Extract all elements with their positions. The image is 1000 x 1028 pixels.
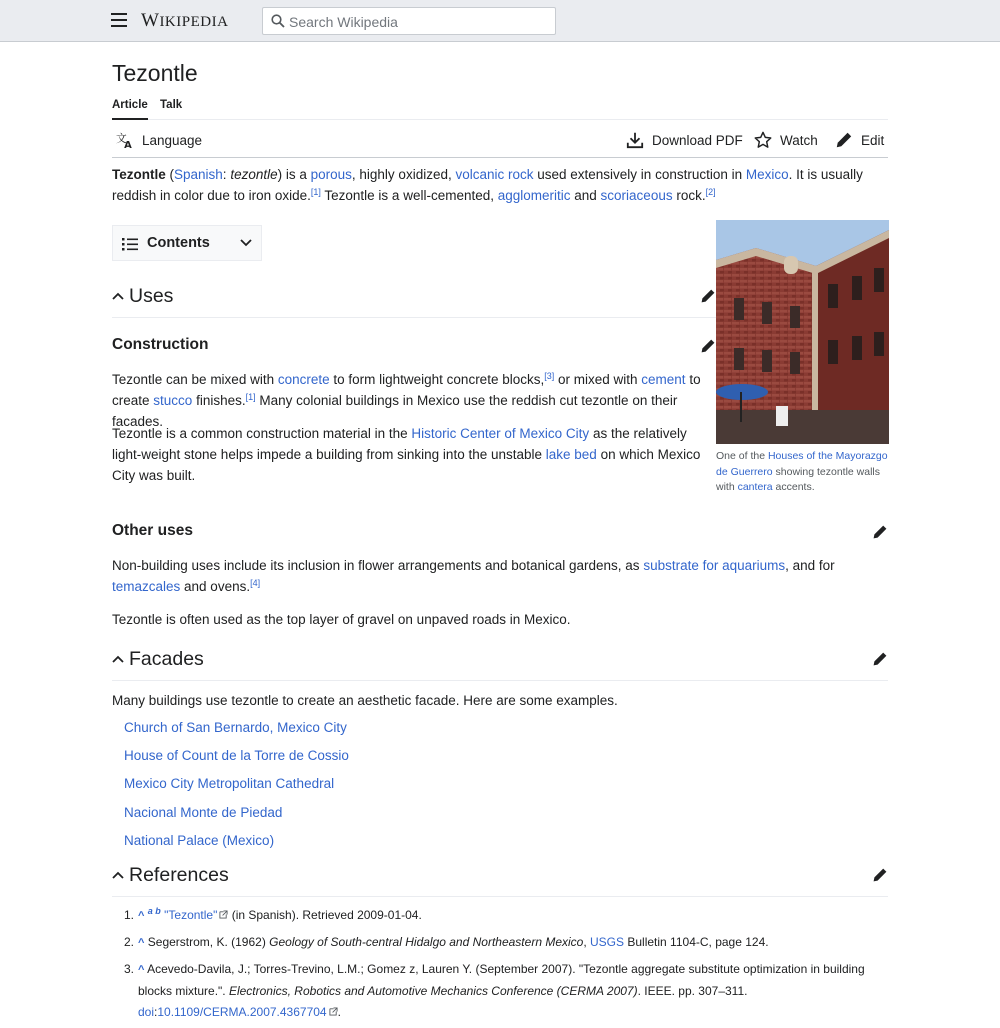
link-usgs[interactable]: USGS [590,935,625,949]
list-item [124,718,349,746]
svg-text:文: 文 [116,131,127,145]
construction-paragraph-1: Tezontle can be mixed with concrete to form lightweight concrete blocks,[3] or mixed with cement to create stucco finishes.[1] Many colonial buildings in Mexico use the reddish cut tezontle on their facades. [112,371,701,429]
link-houses-mayorazgo[interactable]: Houses of the Mayorazgo de Guerrero [716,450,888,478]
construction-paragraph-2: Tezontle is a common construction material in the Historic Center of Mexico City as the relatively light-weight stone helps impede a building from sinking into the unstable lake bed on which Mexico City was built. [112,426,701,483]
list-item [124,746,349,774]
list-item [124,803,349,831]
reference-item: 2. ^ Segerstrom, K. (1962) Geology of South-central Hidalgo and Northeastern Mexico, USGS Bulletin 1104-C, page 124. [124,935,769,949]
star-icon [754,131,772,149]
link-cement[interactable]: cement [641,372,686,387]
page-toolbar [112,120,888,158]
backlinks-ab[interactable]: a b [147,906,161,916]
page-title: Tezontle [112,60,198,86]
edit-section-references-icon[interactable] [872,867,888,883]
link-porous[interactable]: porous [310,167,352,182]
citation-2[interactable]: [2] [705,187,716,197]
citation-3[interactable]: [3] [544,371,555,381]
pencil-icon [835,131,853,149]
link-temazcales[interactable]: temazcales [112,579,181,594]
subheading-construction: Construction [112,336,209,353]
citation-4[interactable]: [4] [250,578,261,588]
svg-text:A: A [124,140,132,149]
link-volcanic-rock[interactable]: volcanic rock [455,167,534,182]
heading-text: Facades [129,648,204,670]
backlink-caret[interactable]: ^ [138,964,145,976]
other-uses-paragraph-2: Tezontle is often used as the top layer of gravel on unpaved roads in Mexico. [112,612,571,627]
link-national-palace[interactable]: National Palace (Mexico) [124,832,275,848]
search-icon [271,14,285,28]
heading-text: References [129,864,229,886]
chevron-down-icon [240,239,252,247]
contents-toggle[interactable] [112,225,262,261]
watch-button[interactable] [754,131,818,149]
tab-article[interactable]: Article [112,99,148,120]
link-lake-bed[interactable]: lake bed [545,447,597,462]
language-label: Language [142,132,203,148]
infobox-figure [716,220,889,496]
chevron-up-icon [112,292,124,300]
citation-1[interactable]: [1] [310,187,321,197]
facades-intro: Many buildings use tezontle to create an aesthetic facade. Here are some examples. [112,693,618,708]
link-stucco[interactable]: stucco [153,393,193,408]
section-heading-uses[interactable] [112,280,716,318]
language-button[interactable] [116,131,202,149]
link-spanish[interactable]: Spanish [174,167,223,182]
download-label: Download PDF [652,132,743,148]
intro-paragraph: Tezontle (Spanish: tezontle) is a porous, highly oxidized, volcanic rock used extensively in construction in Mexico. It is usually reddish in color due to iron oxide.[1] Tezontle is a well-cemented, agglomeritic and scoriaceous rock.[2] [112,167,863,203]
heading-text: Uses [129,285,174,307]
link-metropolitan-cathedral[interactable]: Mexico City Metropolitan Cathedral [124,776,335,792]
link-doi[interactable]: doi [138,1005,155,1019]
link-nacional-monte-piedad[interactable]: Nacional Monte de Piedad [124,804,283,820]
list-item [124,831,349,859]
reference-item: 1. ^ $^{a b}$ "Tezontle" (in Spanish). Retrieved 2009-01-04. [124,906,422,922]
section-heading-references[interactable] [112,859,888,897]
link-church-san-bernardo[interactable]: Church of San Bernardo, Mexico City [124,720,347,735]
term-bold: Tezontle [112,167,166,182]
link-mexico[interactable]: Mexico [745,167,789,182]
list-icon [122,237,138,251]
page-tabs [112,99,888,120]
backlink-caret[interactable]: ^ [138,910,145,922]
section-heading-facades[interactable] [112,643,888,681]
edit-section-uses-icon[interactable] [700,288,716,304]
link-doi-value[interactable]: 10.1109/CERMA.2007.4367704 [157,1005,327,1019]
chevron-up-icon [112,655,124,663]
tab-talk[interactable]: Talk [160,99,183,111]
other-uses-paragraph-1: Non-building uses include its inclusion in flower arrangements and botanical gardens, as substrate for aquariums, and for temazcales and ovens.[4] [112,558,835,594]
watch-label: Watch [780,132,818,148]
link-agglomeritic[interactable]: agglomeritic [497,188,571,203]
list-item [124,774,349,802]
link-concrete[interactable]: concrete [277,372,330,387]
edit-section-facades-icon[interactable] [872,651,888,667]
language-icon [116,131,134,149]
backlink-caret[interactable]: ^ [138,937,145,949]
edit-button[interactable] [835,131,884,149]
site-header [0,0,1000,42]
edit-label: Edit [861,132,885,148]
download-icon [626,131,644,149]
link-scoriaceous[interactable]: scoriaceous [600,188,673,203]
link-house-count-torre[interactable]: House of Count de la Torre de Cossio [124,748,349,764]
external-link-icon [219,910,228,919]
search-input[interactable] [289,12,549,32]
citation-1b[interactable]: [1] [245,392,256,402]
external-link-icon [329,1007,338,1016]
building-photo[interactable] [716,220,889,444]
link-cantera[interactable]: cantera [737,481,773,493]
wikipedia-logo[interactable]: WIKIPEDIA [141,10,229,31]
search-box[interactable] [262,7,556,35]
edit-section-construction-icon[interactable] [700,338,716,354]
download-pdf-button[interactable] [626,131,743,149]
edit-section-other-uses-icon[interactable] [872,524,888,540]
figure-caption: One of the Houses of the Mayorazgo de Guerrero showing tezontle walls with cantera accents. [716,450,888,493]
contents-label: Contents [147,235,210,251]
chevron-up-icon [112,871,124,879]
link-historic-center[interactable]: Historic Center of Mexico City [411,426,590,441]
facades-list [124,718,349,859]
subheading-other-uses: Other uses [112,522,193,539]
link-ref-tezontle[interactable]: "Tezontle" [164,908,218,922]
reference-item: 3. ^ Acevedo-Davila, J.; Torres-Trevino, L.M.; Gomez z, Lauren Y. (September 2007). "Tezontle aggregate substitute optimization in building blocks mixture.". Electronics, Robotics and Automotive Mechanics Conference (CERMA 2007). IEEE. pp. 307–311. doi:10.1109/CERMA.2007.4367704 . [124,962,865,1019]
link-substrate[interactable]: substrate for aquariums [643,558,786,573]
references-list [112,905,888,1028]
main-menu-icon[interactable] [111,13,127,27]
